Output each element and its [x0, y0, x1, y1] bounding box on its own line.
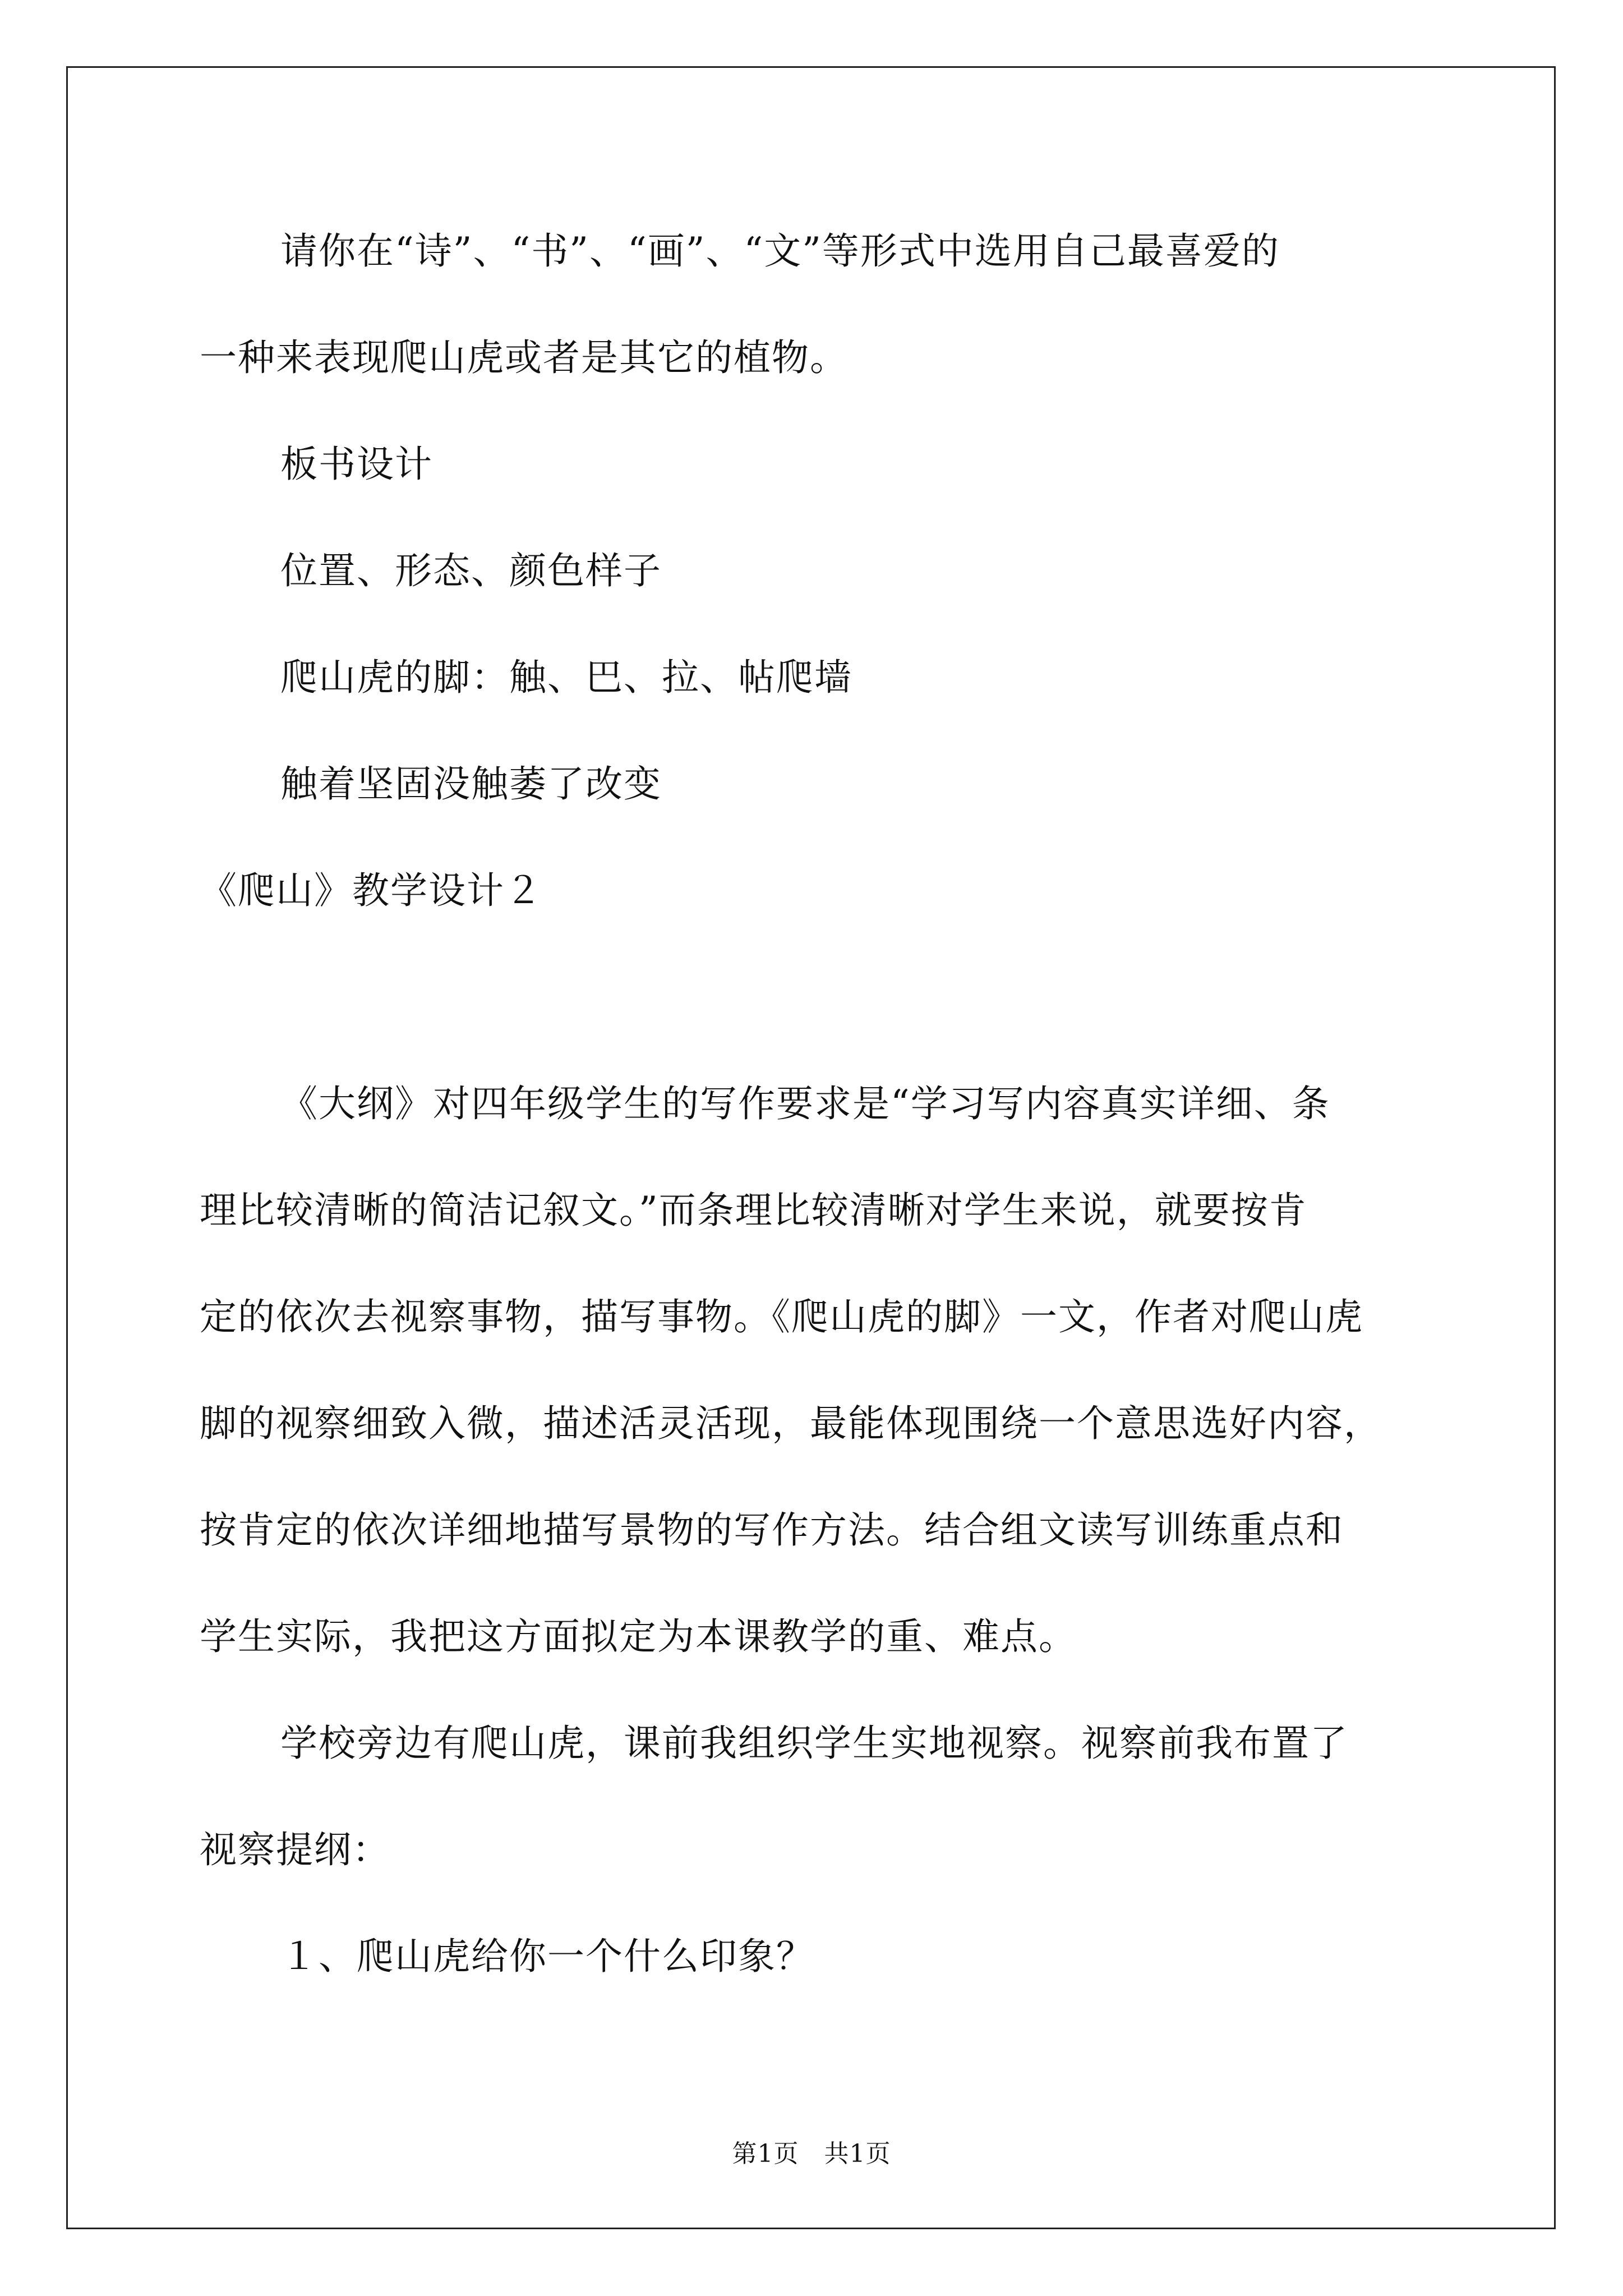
page-border — [66, 66, 1556, 2229]
list-item: １、爬山虎给你一个什么印象？ — [280, 1935, 814, 1978]
paragraph-line: 学校旁边有爬山虎，课前我组织学生实地视察。视察前我布置了 — [280, 1722, 1348, 1765]
paragraph-line: 《大纲》对四年级学生的写作要求是“学习写内容真实详细、条 — [280, 1082, 1330, 1125]
paragraph-line: 按肯定的依次详细地描写景物的写作方法。结合组文读写训练重点和 — [200, 1508, 1344, 1552]
page-footer: 第1页 共1页 — [732, 2139, 891, 2168]
paragraph-line: 视察提纲： — [200, 1828, 390, 1871]
section-heading: 《爬山》教学设计２ — [200, 869, 543, 912]
paragraph-line: 一种来表现爬山虎或者是其它的植物。 — [200, 336, 848, 379]
paragraph-line: 触着坚固没触萎了改变 — [280, 762, 662, 806]
paragraph-line: 定的依次去视察事物，描写事物。《爬山虎的脚》一文，作者对爬山虎 — [200, 1295, 1363, 1338]
paragraph-line: 位置、形态、颜色样子 — [280, 549, 662, 592]
paragraph-line: 理比较清晰的简洁记叙文。”而条理比较清晰对学生来说，就要按肯 — [200, 1189, 1307, 1232]
paragraph-line: 爬山虎的脚：触、巴、拉、帖爬墙 — [280, 656, 852, 699]
paragraph-line: 请你在“诗”、“书”、“画”、“文”等形式中选用自己最喜爱的 — [280, 229, 1280, 273]
subheading-board-design: 板书设计 — [280, 443, 433, 486]
paragraph-line: 学生实际，我把这方面拟定为本课教学的重、难点。 — [200, 1615, 1077, 1658]
paragraph-line: 脚的视察细致入微，描述活灵活现，最能体现围绕一个意思选好内容， — [200, 1402, 1382, 1445]
